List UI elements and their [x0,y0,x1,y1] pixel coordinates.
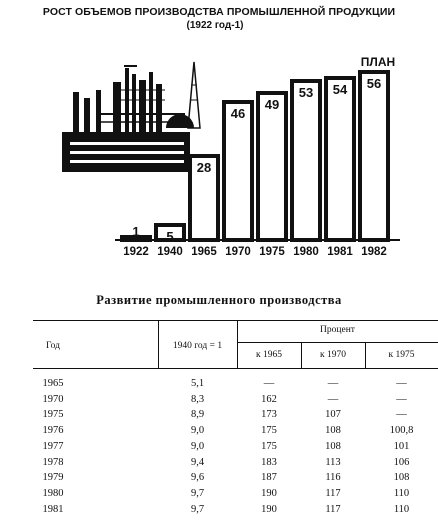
table-cell-r6-c1: 9,6 [190,472,205,484]
table-cell-r8-c3: 117 [325,503,341,515]
bar-1975 [258,93,286,240]
bar-1970 [224,102,252,240]
table-cell-r5-c4: 106 [393,456,410,468]
chart-title: РОСТ ОБЪЕМОВ ПРОИЗВОДСТВА ПРОМЫШЛЕННОЙ ПРОДУКЦИИ [42,6,396,18]
table-top-rule [33,320,438,321]
header-base: 1940 год = 1 [172,341,223,351]
x-tick-1940: 1940 [157,246,183,258]
table-cell-r0-c1: 5,1 [190,378,205,389]
header-k1965: к 1965 [256,350,282,360]
table-cell-r8-c2: 190 [261,503,277,515]
x-tick-1965: 1965 [191,246,217,258]
bar-chart [0,30,438,260]
table-cell-r8-c1: 9,7 [190,503,205,515]
chart-subtitle: (1922 год-1) [186,20,244,31]
table-cell-r3-c3: 108 [325,425,341,437]
table-cell-r1-c2: 162 [261,393,277,405]
table-title: Развитие промышленного производства [96,293,342,307]
table-cell-r7-c4: 110 [393,487,410,499]
header-percent: Процент [320,325,355,335]
data-label-1965: 28 [196,160,212,175]
data-label-1981: 54 [332,82,348,97]
header-k1975: к 1975 [388,350,415,360]
table-cell-r1-c4: — [396,393,407,405]
table-cell-r2-c4: — [396,409,407,421]
table-cell-r7-c2: 190 [261,487,277,499]
x-tick-1980: 1980 [293,246,319,258]
production-table [0,320,438,520]
bar-1981 [326,78,354,240]
data-label-1980: 53 [298,85,314,100]
table-cell-r1-c3: — [327,393,339,405]
table-cell-r2-c3: 107 [325,409,341,421]
table-cell-r8-c0: 1981 [42,503,64,515]
table-cell-r4-c3: 108 [325,440,341,452]
table-cell-r0-c2: — [263,378,275,389]
data-label-1922: 1 [132,224,140,239]
table-cell-r6-c4: 108 [393,472,410,484]
table-cell-r7-c3: 117 [325,487,341,499]
table-cell-r2-c0: 1975 [42,409,64,421]
table-header-rule [33,368,438,369]
table-cell-r3-c4: 100,8 [389,425,414,437]
data-label-1940: 5 [166,229,174,244]
table-cell-r5-c2: 183 [261,456,277,468]
table-cell-r3-c1: 9,0 [190,425,205,437]
table-cell-r5-c0: 1978 [42,456,64,468]
table-cell-r7-c0: 1980 [42,487,64,499]
bar-1982 [360,72,388,240]
table-cell-r0-c4: — [396,378,407,389]
bar-1980 [292,81,320,240]
x-tick-1970: 1970 [225,246,251,258]
header-year: Год [46,341,60,351]
data-label-1982: 56 [366,76,382,91]
x-tick-labels [123,246,387,258]
table-cell-r0-c3: — [327,378,339,389]
plan-annotation: ПЛАН [360,55,396,69]
table-cell-r3-c2: 175 [261,425,277,437]
table-cell-r6-c3: 116 [325,472,341,484]
table-cell-r4-c1: 9,0 [190,440,205,452]
factory-icon [62,62,200,172]
x-tick-1975: 1975 [259,246,285,258]
data-label-1975: 49 [264,97,280,112]
table-cell-r5-c1: 9,4 [190,456,205,468]
table-percent-rule [237,342,438,343]
table-cell-r0-c0: 1965 [42,378,64,389]
table-cell-r2-c1: 8,9 [190,409,205,421]
table-cell-r1-c1: 8,3 [190,393,205,405]
table-cell-r2-c2: 173 [261,409,277,421]
table-cell-r4-c2: 175 [261,440,277,452]
header-k1970: к 1970 [320,350,346,360]
table-cell-r7-c1: 9,7 [190,487,205,499]
table-cell-r5-c3: 113 [325,456,341,468]
x-tick-1922: 1922 [123,246,149,258]
table-cell-r4-c4: 101 [393,440,410,452]
table-cell-r1-c0: 1970 [42,393,64,405]
x-tick-1982: 1982 [361,246,387,258]
table-cell-r4-c0: 1977 [42,440,64,452]
x-tick-1981: 1981 [327,246,353,258]
table-cell-r6-c2: 187 [261,472,277,484]
table-cell-r8-c4: 110 [393,503,410,515]
table-cell-r3-c0: 1976 [42,425,64,437]
data-label-1970: 46 [230,106,246,121]
table-cell-r6-c0: 1979 [42,472,64,484]
